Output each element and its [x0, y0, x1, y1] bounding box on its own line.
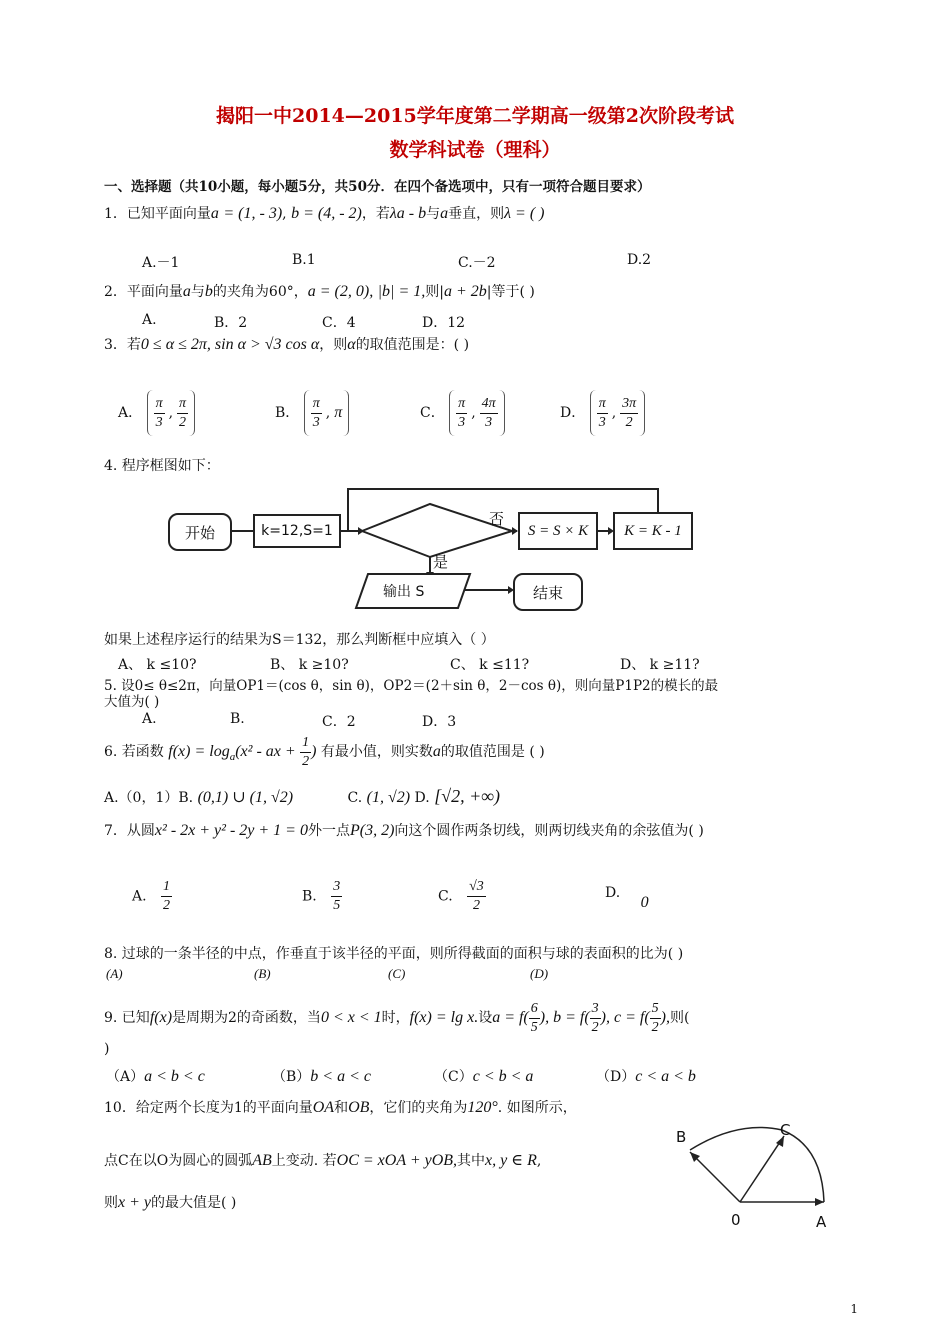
question-5-line2: 大值为( )	[104, 694, 160, 710]
q7-a-label: A.	[132, 888, 147, 905]
q10-ab: AB	[252, 1152, 272, 1169]
q9-end: ),	[660, 1009, 670, 1026]
q3-option-c: C． $\frac{\pi}{3}$ , $\frac{4\pi}{3}$	[420, 390, 505, 436]
q6-t2: 有最小值，则实数	[320, 744, 433, 760]
q8-option-a: (A)	[106, 966, 123, 981]
fig-label-c: C	[780, 1121, 791, 1139]
q1-option-d: D.2	[627, 252, 652, 268]
flow-output: 输出 S	[383, 584, 425, 600]
q1-text: 1．已知平面向量	[104, 206, 211, 222]
question-6	[104, 732, 545, 777]
q9-t2: 是周期为2的奇函数，当	[172, 1010, 321, 1026]
q7-option-a	[132, 878, 172, 915]
fig-label-a: A	[816, 1213, 827, 1231]
q7-text: 7．从圆	[104, 823, 155, 839]
q1-text-d: 垂直，则	[448, 206, 505, 222]
q9-c-num: 5	[650, 1000, 661, 1019]
q6-option-c-label: C.	[347, 790, 363, 806]
q3-c-label: C．	[420, 405, 445, 421]
q10-ob: OB	[348, 1099, 370, 1116]
q7-b-den: 5	[333, 898, 341, 913]
q5-option-d: D．3	[422, 714, 457, 730]
question-5-line1: 5. 设0≤ θ≤2π，向量OP1＝(cos θ，sin θ)，OP2＝(2＋sin θ，2－cos θ)，则向量P1P2的模长的最	[104, 678, 719, 694]
q10-xy: x, y ∈ R	[485, 1152, 537, 1169]
q9-t3: 时，	[381, 1010, 410, 1026]
q4-option-a: A、 k ≤10?	[118, 657, 197, 673]
q3-range: 的取值范围是：( )	[355, 337, 470, 353]
q2-option-a: A.	[142, 312, 157, 328]
q3-option-d: D． $\frac{\pi}{3}$ , $\frac{3\pi}{2}$	[560, 390, 645, 436]
q9-a-def: a = f(	[492, 1009, 529, 1026]
q10-l2b: 上变动. 若	[271, 1153, 337, 1169]
q9-b-num: 3	[590, 1000, 601, 1019]
q9-b-def: ), b = f(	[539, 1009, 590, 1026]
page-number: 1	[850, 1302, 858, 1316]
q9-a-num: 6	[529, 1000, 540, 1019]
q1-vec-a: a	[210, 205, 219, 222]
q7-c-den: 2	[472, 898, 480, 913]
q7-d-value: 0	[640, 894, 649, 911]
q1-a-value: = (1, - 3)	[223, 205, 283, 222]
q3-option-b: B． $\frac{\pi}{3}$ , π	[275, 390, 349, 436]
question-4: 4. 程序框图如下：	[104, 458, 220, 474]
q9-c-def: ), c = f(	[600, 1009, 650, 1026]
q4-option-d: D、 k ≥11?	[620, 657, 700, 673]
q9-def: f(x) = lg x.	[409, 1009, 479, 1026]
question-8: 8. 过球的一条半径的中点，作垂直于该半径的平面，则所得截面的面积与球的表面积的比为( )	[104, 946, 684, 962]
question-7	[104, 822, 704, 840]
fig-label-o: 0	[731, 1211, 741, 1229]
q7-a-num: 1	[161, 878, 172, 897]
q6-option-a: A.（0，1）B.	[104, 790, 194, 806]
q4-result-text: 如果上述程序运行的结果为S＝132，那么判断框中应填入（ ）	[104, 632, 495, 648]
q7-option-c	[438, 878, 486, 915]
q9-a-den: 5	[530, 1019, 538, 1035]
q2-option-b: B．2	[214, 315, 248, 331]
question-1: 1．已知平面向量a = (1, - 3), b = (4, - 2)，若λa - b与a垂直，则λ = ( )	[104, 205, 545, 222]
q7-a-den: 2	[163, 898, 171, 913]
q4-option-c: C、 k ≤11?	[450, 657, 530, 673]
q3-alpha: α	[347, 336, 356, 353]
q3-d-label: D．	[560, 405, 586, 421]
q2-vec-a: a	[182, 283, 191, 300]
q2-text: 2．平面向量	[104, 284, 183, 300]
fig-label-b: B	[676, 1128, 687, 1146]
q9-b-val: b < a < c	[310, 1068, 371, 1085]
q6-frac-den: 2	[302, 753, 310, 769]
q7-option-d	[605, 884, 649, 911]
q10-l3a: 则	[104, 1195, 118, 1211]
q9-t5: 则(	[670, 1010, 690, 1026]
q7-b-label: B.	[302, 888, 317, 905]
q7-d-label: D.	[605, 885, 621, 901]
q7-b-num: 3	[331, 878, 342, 897]
q2-vec-b: b	[204, 283, 213, 300]
q10-l2c: 其中	[457, 1153, 486, 1169]
question-10-line3	[104, 1194, 236, 1212]
question-9	[104, 998, 689, 1038]
flowchart	[0, 0, 950, 640]
q9-b-den: 2	[591, 1019, 599, 1035]
q7-c-label: C.	[438, 888, 453, 905]
arc-ab	[690, 1128, 824, 1203]
q5-option-a: A.	[142, 711, 157, 727]
q10-l2d: ,	[536, 1153, 542, 1169]
q3-condition: 0 ≤ α ≤ 2π, sin α > √3 cos α	[140, 336, 320, 353]
q6-a: a	[432, 743, 441, 760]
q9-d-val: c < a < b	[635, 1068, 696, 1085]
q1-text-c: 与	[426, 206, 441, 222]
q5-option-c: C．2	[322, 714, 356, 730]
flow-start: 开始	[168, 513, 232, 551]
vector-oc	[740, 1136, 784, 1202]
q10-t4: . 如图所示，	[497, 1100, 577, 1116]
section-heading-text: 一、选择题（共10小题，每小题5分，共50分．在四个备选项中，只有一项符合题目要求）	[104, 179, 651, 195]
q8-option-c: (C)	[388, 966, 406, 981]
q2-and: 与	[190, 284, 205, 300]
q6-option-d: [√2, +∞)	[434, 786, 501, 806]
q7-option-b	[302, 878, 342, 915]
q9-c-label: （C）	[434, 1069, 473, 1085]
q8-option-b: (B)	[254, 966, 271, 981]
question-10-line1	[104, 1099, 577, 1117]
q9-line2: )	[104, 1041, 110, 1057]
q3-then: ，则	[319, 337, 348, 353]
q9-d-label: （D）	[596, 1069, 636, 1085]
q4-option-b: B、 k ≥10?	[270, 657, 349, 673]
question-10-line2	[104, 1152, 541, 1170]
flow-k-update: K = K - 1	[613, 512, 693, 550]
q9-t4: 设	[478, 1010, 493, 1026]
q10-eq: OC = xOA + yOB,	[336, 1152, 458, 1169]
q6-option-b: (0,1) ∪ (1, √2)	[197, 789, 294, 806]
q2-b-norm: |b| = 1,	[377, 283, 426, 300]
q9-cond: 0 < x < 1	[320, 1009, 382, 1026]
q10-and: 和	[334, 1100, 349, 1116]
q1-expr: λa - b	[389, 205, 427, 222]
q7-point: P(3, 2)	[349, 822, 395, 839]
q2-option-c: C．4	[322, 315, 356, 331]
q10-t3: ，它们的夹角为	[369, 1100, 468, 1116]
q1-lambda: λ = ( )	[504, 205, 545, 222]
q2-equals: |等于( )	[486, 284, 535, 300]
flow-end: 结束	[513, 573, 583, 611]
q9-text: 9. 已知	[104, 1010, 150, 1026]
exam-title: 揭阳一中2014—2015学年度第二学期高一级第2次阶段考试	[216, 105, 734, 127]
flow-init: k=12,S=1	[253, 514, 341, 548]
q9-c-val: c < b < a	[472, 1068, 534, 1085]
q3-option-a: A． $\frac{\pi}{3}$ , $\frac{\pi}{2}$	[118, 390, 195, 436]
q6-func-arg: (x² - ax +	[235, 743, 296, 760]
q2-expr: a + 2b	[443, 283, 487, 300]
q1-text-b: ，若	[361, 206, 390, 222]
q7-c-num: √3	[467, 878, 486, 897]
q7-t3: 向这个圆作两条切线，则两切线夹角的余弦值为( )	[394, 823, 704, 839]
flow-yes-label: 是	[433, 553, 449, 571]
q9-option-c	[434, 1066, 533, 1086]
q6-text: 6. 若函数	[104, 744, 164, 760]
q6-options	[104, 786, 500, 807]
q1-option-a: A.－1	[142, 255, 180, 271]
q10-text: 10．给定两个长度为1的平面向量	[104, 1100, 313, 1116]
q10-xpy: x + y	[118, 1194, 151, 1211]
q2-angle: 的夹角为60°，	[212, 284, 308, 300]
exam-subtitle: 数学科试卷（理科）	[389, 139, 561, 161]
q9-option-b	[272, 1066, 371, 1086]
q10-l3b: 的最大值是( )	[151, 1195, 237, 1211]
q6-func: f(x) = log	[168, 743, 230, 760]
q3-text: 3．若	[104, 337, 141, 353]
q9-b-label: （B）	[272, 1069, 311, 1085]
q9-c-den: 2	[651, 1019, 659, 1035]
q1-vec-a2: a	[440, 205, 449, 222]
q10-oa: OA	[312, 1099, 335, 1116]
q9-option-d	[596, 1066, 696, 1086]
q6-t3: 的取值范围是 ( )	[440, 744, 545, 760]
q6-frac-num: 1	[300, 734, 311, 753]
q1-option-c: C.－2	[458, 255, 496, 271]
q7-circle-eq: x² - 2x + y² - 2y + 1 = 0	[154, 822, 308, 839]
q7-t2: 外一点	[307, 823, 350, 839]
q9-a-label: （A）	[106, 1069, 145, 1085]
q6-base: a	[229, 750, 236, 763]
q8-option-d: (D)	[530, 966, 549, 981]
q6-option-d-label: D.	[414, 790, 430, 806]
q2-option-d: D．12	[422, 315, 466, 331]
q1-b-value: b = (4, - 2)	[291, 205, 362, 222]
q1-option-b: B.1	[292, 252, 316, 268]
q9-f: f(x)	[149, 1009, 173, 1026]
q9-a-val: a < b < c	[144, 1068, 205, 1085]
q9-option-a	[106, 1066, 205, 1086]
q6-option-c: (1, √2)	[366, 789, 411, 806]
q10-l2a: 点C在以O为圆心的圆弧	[104, 1153, 253, 1169]
q3-b-label: B．	[275, 405, 300, 421]
q2-then: 则|	[425, 284, 444, 300]
flow-s-update: S = S × K	[518, 512, 598, 550]
q5-option-b: B.	[230, 711, 245, 727]
vector-ob	[690, 1152, 740, 1202]
flow-no-label: 否	[489, 510, 505, 528]
q10-angle: 120°	[467, 1099, 498, 1116]
q3-a-label: A．	[118, 405, 143, 421]
q2-a-value: a = (2, 0),	[307, 283, 374, 300]
q6-close: )	[311, 743, 317, 760]
